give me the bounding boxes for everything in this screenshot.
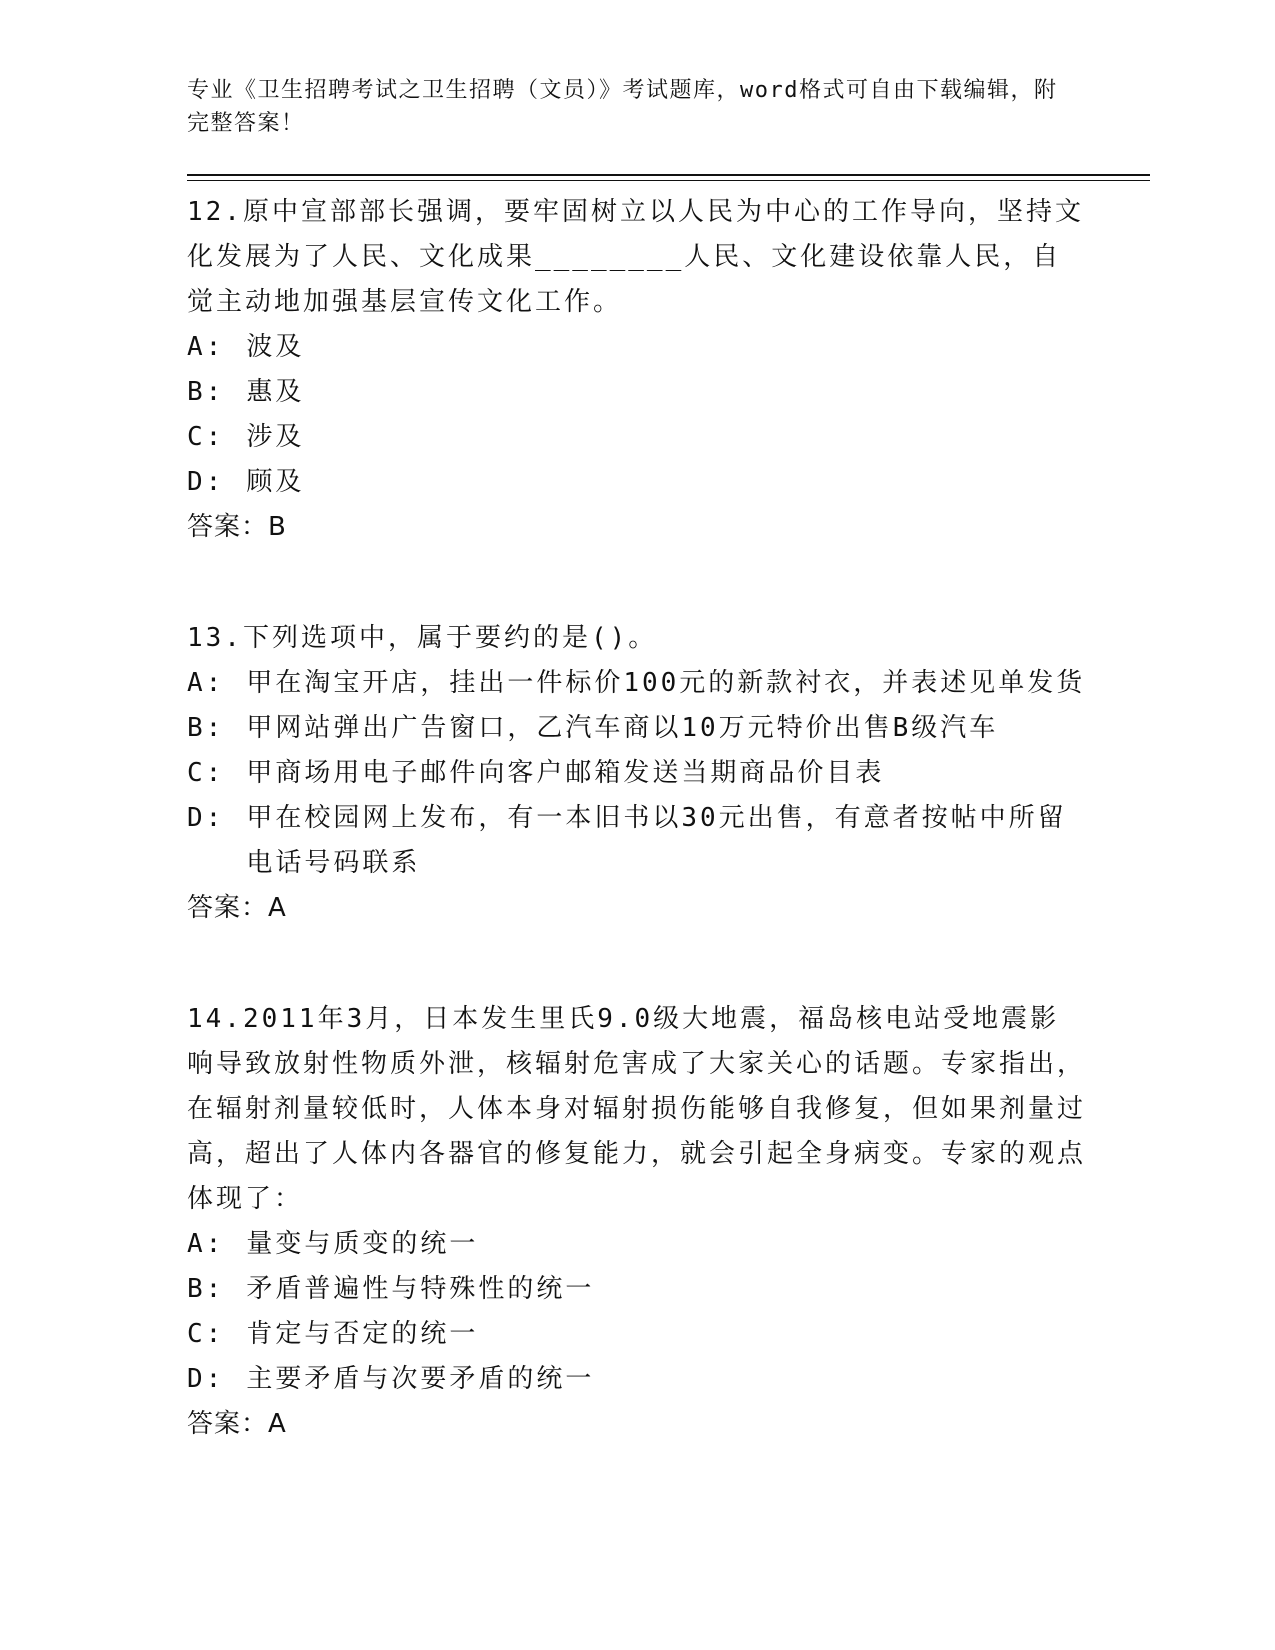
answer-line: 答案：B [187,512,287,542]
option-key: C: [187,758,225,788]
option-key: A: [187,1229,225,1259]
option-key: D: [187,1364,225,1394]
header-rule-thin [187,180,1150,181]
option-text: 主要矛盾与次要矛盾的统一 [246,1364,595,1394]
option-text: 甲网站弹出广告窗口，乙汽车商以10万元特价出售B级汽车 [246,713,999,743]
question-13 [187,616,1087,931]
question-stem: 13.下列选项中，属于要约的是()。 [187,623,658,653]
option-d [187,1357,1087,1402]
option-a [187,661,1087,706]
option-c [187,1312,1087,1357]
option-text: 顾及 [246,467,305,497]
option-key: A: [187,332,225,362]
option-text: 甲在淘宝开店，挂出一件标价100元的新款衬衣，并表述见单发货 [246,668,1086,698]
option-key: A: [187,668,225,698]
option-key: B: [187,713,225,743]
question-14 [187,997,1087,1447]
question-stem: 12.原中宣部部长强调，要牢固树立以人民为中心的工作导向，坚持文化发展为了人民、文化成果________人民、文化建设依靠人民，自觉主动地加强基层宣传文化工作。 [187,197,1084,317]
option-key: C: [187,422,225,452]
option-c [187,751,1087,796]
option-text: 涉及 [246,422,305,452]
option-key: B: [187,377,225,407]
option-text: 甲商场用电子邮件向客户邮箱发送当期商品价目表 [246,758,885,788]
option-key: D: [187,803,225,833]
option-d [187,460,1087,505]
option-key: B: [187,1274,225,1304]
question-12 [187,190,1087,550]
option-d [187,796,1087,886]
option-text: 矛盾普遍性与特殊性的统一 [246,1274,595,1304]
option-a [187,1222,1087,1267]
question-stem: 14.2011年3月，日本发生里氏9.0级大地震，福岛核电站受地震影响导致放射性物质外泄，核辐射危害成了大家关心的话题。专家指出，在辐射剂量较低时，人体本身对辐射损伤能够自我修复，但如果剂量过高，超出了人体内各器官的修复能力，就会引起全身病变。专家的观点体现了： [187,1004,1087,1214]
option-b [187,370,1087,415]
option-a [187,325,1087,370]
option-c [187,415,1087,460]
answer-line: 答案：A [187,893,287,923]
option-b [187,1267,1087,1312]
option-key: D: [187,467,225,497]
option-text: 波及 [246,332,305,362]
option-text: 甲在校园网上发布，有一本旧书以30元出售，有意者按帖中所留电话号码联系 [246,803,1067,878]
option-text: 肯定与否定的统一 [246,1319,479,1349]
option-text: 惠及 [246,377,305,407]
option-text: 量变与质变的统一 [246,1229,479,1259]
question-list [187,190,1087,1513]
answer-line: 答案：A [187,1409,287,1439]
document-header: 专业《卫生招聘考试之卫生招聘（文员）》考试题库，word格式可自由下载编辑，附完整答案！ [187,78,1058,136]
option-b [187,706,1087,751]
header-rule-thick [187,174,1150,176]
option-key: C: [187,1319,225,1349]
